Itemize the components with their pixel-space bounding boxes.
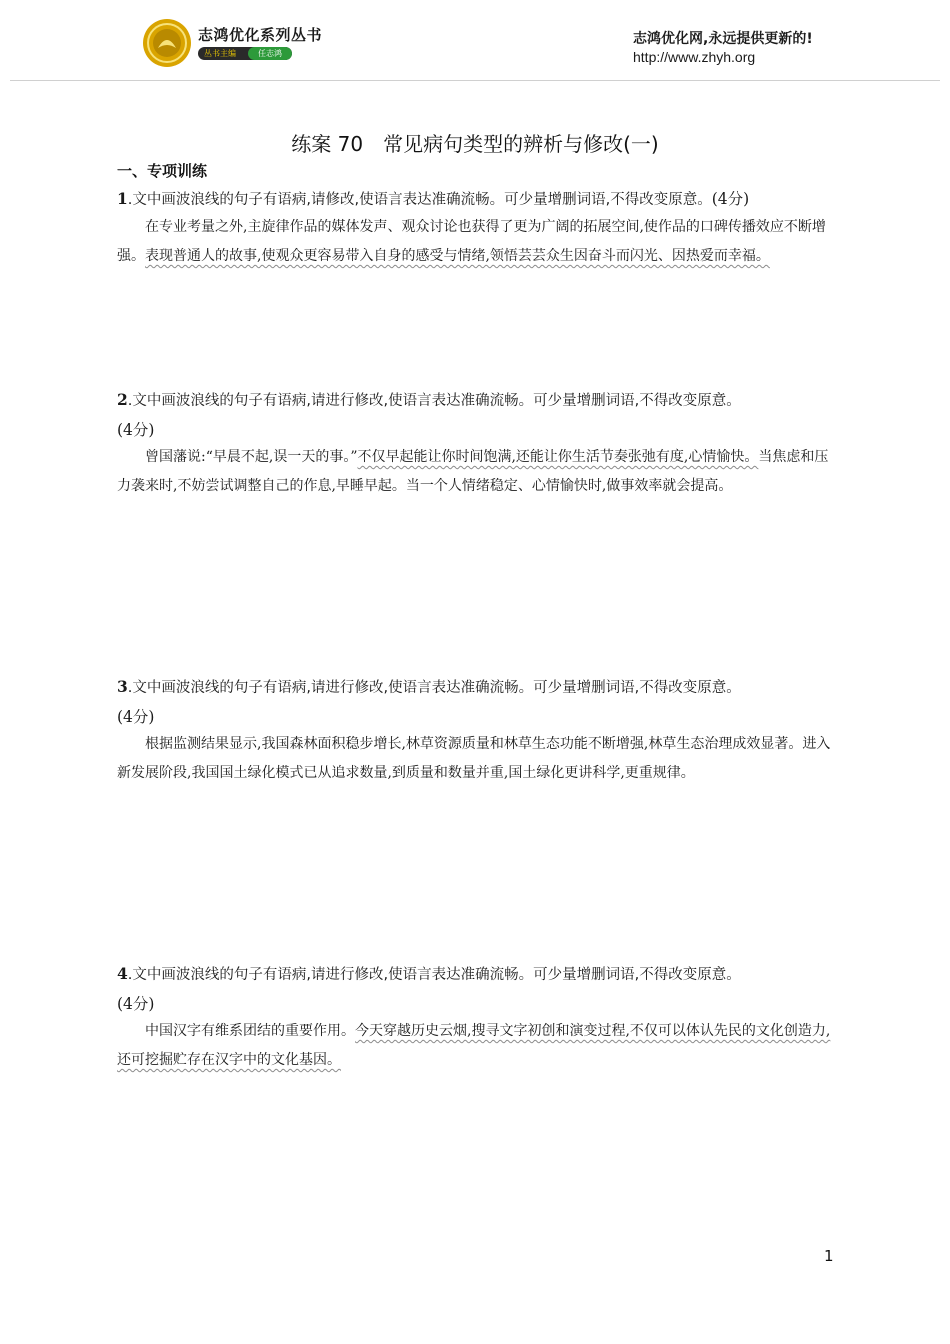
question-3-instruction [117,672,839,732]
passage-text: 当焦虑和压力袭来时,不妨尝试调整自己的作息,早睡早起。当一个人情绪稳定、心情愉快时,做事效率就会提高。 [117,449,829,494]
site-url-link[interactable]: http://www.zhyh.org [633,49,756,65]
question-number: 3 [117,677,128,696]
passage-text: 曾国藩说:“早晨不起,误一天的事。” [145,449,358,465]
question-score: (4分) [117,995,155,1013]
question-score: (4分) [711,190,750,208]
question-score: (4分) [117,708,155,726]
question-score: (4分) [117,421,155,439]
question-4-passage [117,1017,833,1075]
question-number: 2 [117,390,128,409]
wavy-underlined-sentence: 不仅早起能让你时间饱满,还能让你生活节奏张弛有度,心情愉快。 [357,449,759,465]
question-4-instruction [117,959,839,1019]
section-heading: 一、专项训练 [117,162,208,180]
question-text: .文中画波浪线的句子有语病,请修改,使语言表达准确流畅。可少量增删词语,不得改变原意。 [127,192,712,208]
question-text: .文中画波浪线的句子有语病,请进行修改,使语言表达准确流畅。可少量增删词语,不得改变原意。 [127,680,741,696]
question-2-instruction [117,385,839,445]
passage-text: 中国汉字有维系团结的重要作用。 [145,1023,355,1039]
page-number: 1 [824,1247,834,1265]
publisher-seal-icon [142,18,192,68]
header-divider [10,80,940,81]
page-title: 练案 70 常见病句类型的辨析与修改(一) [291,132,659,156]
page-header [0,0,950,80]
question-number: 4 [117,964,128,983]
editor-name: 任志鸿 [248,47,292,60]
question-1-passage [117,213,833,271]
question-1-instruction [117,184,839,215]
question-number: 1 [117,189,128,208]
question-3-passage [117,730,833,788]
question-text: .文中画波浪线的句子有语病,请进行修改,使语言表达准确流畅。可少量增删词语,不得改变原意。 [127,393,741,409]
passage-text: 在专业考量之外,主旋律作品的媒体发声、观众讨论也获得了更为广阔的拓展空间,使作品的口碑传播效应不断增强。 [117,219,826,264]
header-slogan: 志鸿优化网,永远提供更新的! [633,31,813,47]
question-text: .文中画波浪线的句子有语病,请进行修改,使语言表达准确流畅。可少量增删词语,不得改变原意。 [127,967,741,983]
wavy-underlined-sentence: 今天穿越历史云烟,搜寻文字初创和演变过程,不仅可以体认先民的文化创造力,还可挖掘贮存在汉字中的文化基因。 [117,1023,831,1068]
passage-text: 根据监测结果显示,我国森林面积稳步增长,林草资源质量和林草生态功能不断增强,林草生态治理成效显著。进入新发展阶段,我国国土绿化模式已从追求数量,到质量和数量并重,国土绿化更讲科学,更重规律。 [117,736,831,781]
editor-label: 丛书主编 [204,49,236,58]
question-2-passage [117,443,833,501]
brand-title: 志鸿优化系列丛书 [198,26,323,44]
editor-bar [198,47,292,60]
wavy-underlined-sentence: 表现普通人的故事,使观众更容易带入自身的感受与情绪,领悟芸芸众生因奋斗而闪光、因热爱而幸福。 [145,248,770,264]
